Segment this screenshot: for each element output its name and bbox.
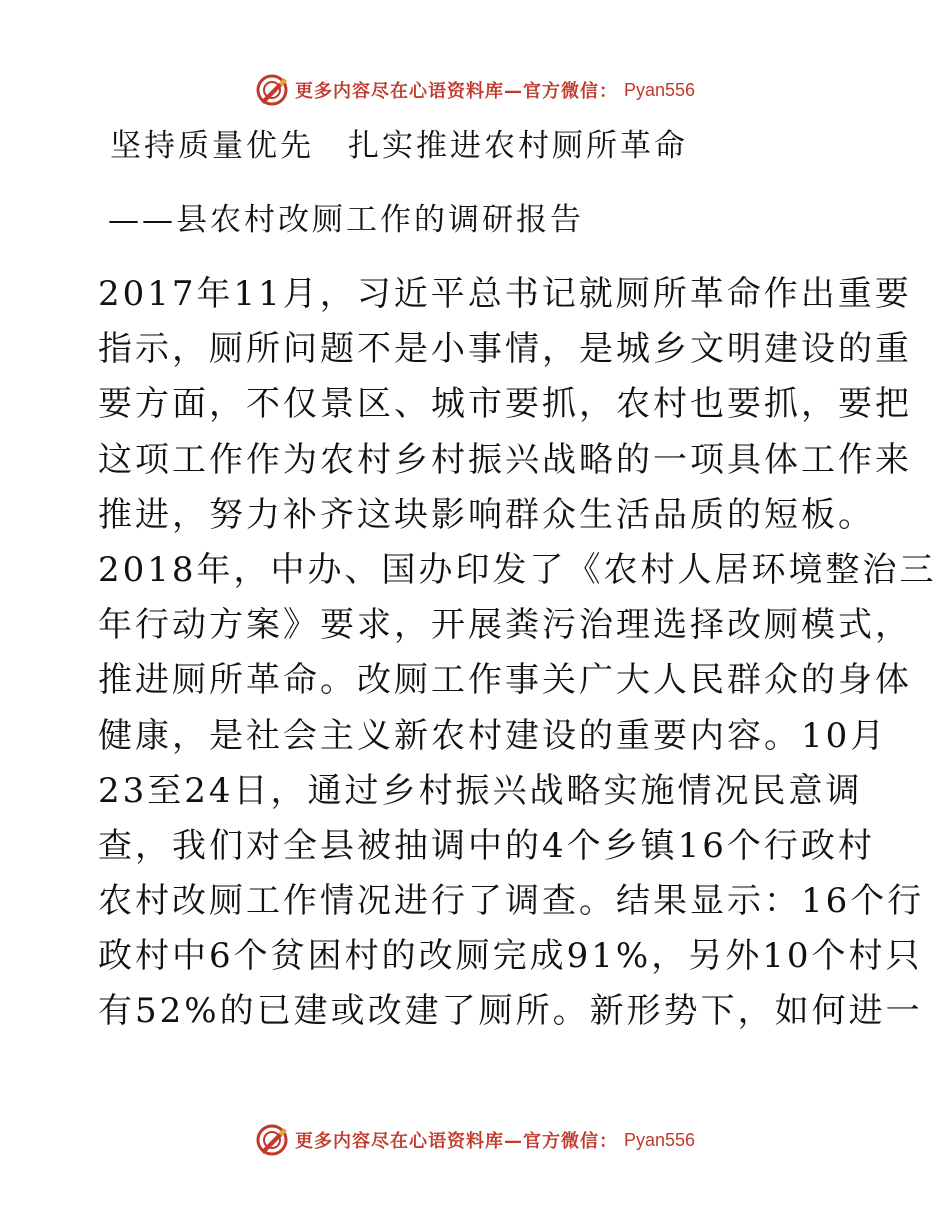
body-line: 有52%的已建或改建了厕所。新形势下，如何进一 [98, 991, 923, 1032]
body-line: 政村中6个贫困村的改厕完成91%，另外10个村只 [98, 936, 923, 977]
body-line: 23至24日，通过乡村振兴战略实施情况民意调 [98, 770, 863, 811]
body-line: 推进，努力补齐这块影响群众生活品质的短板。 [98, 494, 875, 535]
body-line: 这项工作作为农村乡村振兴战略的一项具体工作来 [98, 439, 912, 480]
body-text [98, 270, 937, 1043]
body-line: 查，我们对全县被抽调中的4个乡镇16个行政村 [98, 825, 875, 866]
footer-banner [0, 1120, 950, 1160]
body-line: 推进厕所革命。改厕工作事关广大人民群众的身体 [98, 660, 912, 701]
body-line: 健康，是社会主义新农村建设的重要内容。10月 [98, 715, 888, 756]
wechat-id: Pyan556 [623, 1129, 696, 1150]
logo-icon [255, 1123, 289, 1157]
body-line: 要方面，不仅景区、城市要抓，农村也要抓，要把 [98, 384, 912, 425]
wechat-id: Pyan556 [623, 79, 696, 100]
body-line: 指示，厕所问题不是小事情，是城乡文明建设的重 [98, 329, 912, 370]
body-line: 年行动方案》要求，开展粪污治理选择改厕模式， [98, 605, 912, 646]
body-line: 2017年11月，习近平总书记就厕所革命作出重要 [98, 274, 912, 314]
body-line: 2018年，中办、国办印发了《农村人居环境整治三 [98, 549, 937, 590]
document-title: 坚持质量优先 扎实推进农村厕所革命 [110, 128, 688, 164]
document-subtitle: ——县农村改厕工作的调研报告 [108, 202, 584, 238]
banner-text: 更多内容尽在心语资料库—官方微信： [294, 1131, 618, 1152]
body-line: 农村改厕工作情况进行了调查。结果显示：16个行 [98, 881, 925, 922]
banner-text: 更多内容尽在心语资料库—官方微信： [294, 81, 618, 102]
header-banner [0, 70, 950, 110]
logo-icon [255, 73, 289, 107]
